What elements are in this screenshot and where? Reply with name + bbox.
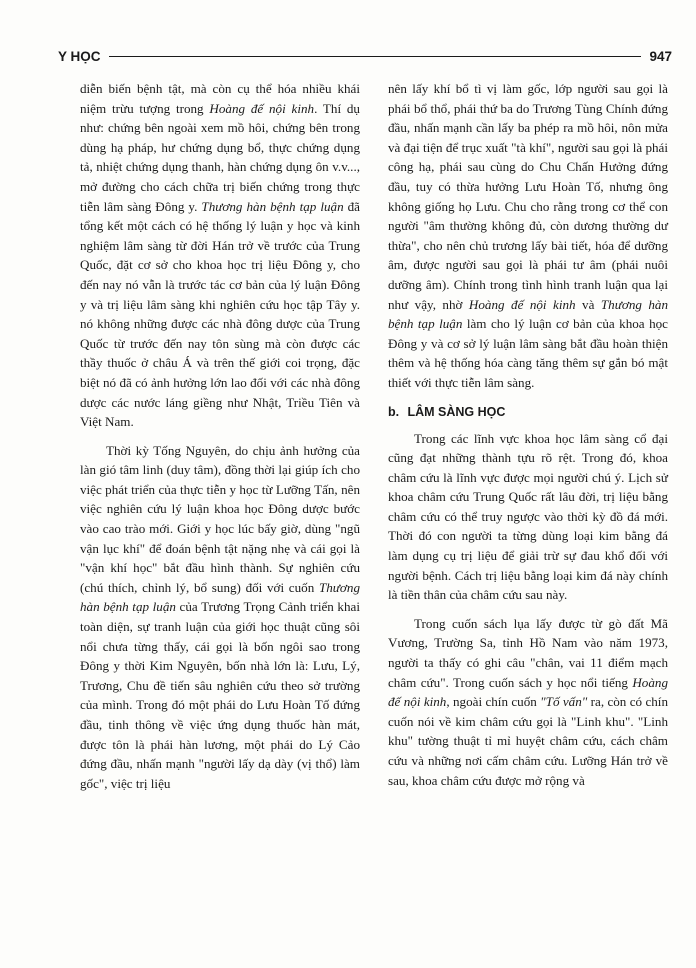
section-title: LÂM SÀNG HỌC	[407, 404, 506, 419]
left-column	[80, 79, 360, 793]
running-header	[58, 45, 672, 67]
right-column	[388, 79, 668, 790]
text-run: , ngoài chín cuốn	[446, 694, 541, 710]
text-run: đã tổng kết một cách có hệ thống lý luận y học và kinh nghiệm lâm sàng từ đời Hán trở về trước của Trung Quốc, đặt cơ sở cho khoa học trị liệu Đông y, cho đến nay nó vẫn là trước tác cơ bản của lý luận Đông y và trị liệu lâm sàng khi nghiên cứu học tập Tây y. nó không những được các nhà đông dược của Trung Quốc từ trước đến nay tôn sùng mà còn được các thầy thuốc ở châu Á và trên thế giới coi trọng, đặc biệt nó đã có ảnh hưởng lớn lao đối với các nhà đông dược các nước láng giềng như Nhật, Triều Tiên và Việt Nam.	[80, 198, 360, 430]
section-number: b.	[388, 404, 400, 419]
text-run: Trong cuốn sách lụa lấy được từ gò đất Mã Vương, Trường Sa, tỉnh Hồ Nam vào năm 1973, người ta thấy có ghi câu "chân, vai 11 điểm mạch châm cứu". Trong cuốn sách y học nổi tiếng	[388, 615, 668, 690]
text-run: làm cho lý luận cơ bản của khoa học Đông y và cơ sở lý luận lâm sàng bắt đầu hoàn thiện thêm và hệ thống hóa càng tăng thêm sự gắn bó mật thiết với thực tiễn lâm sàng.	[388, 316, 668, 390]
paragraph	[388, 429, 668, 605]
left-column-body	[80, 79, 360, 793]
text-run: Trong các lĩnh vực khoa học lâm sàng cổ đại cũng đạt những thành tựu rõ rệt. Trong đó, khoa châm cứu là lĩnh vực được mọi người chú ý. Lịch sử khoa châm cứu Trung Quốc rất lâu đời, trị liệu bằng châm cứu có thể truy ngược vào thời kỳ đồ đá mới. Thời đó con người ta từng dùng loại kim bằng đá làm dụng cụ trị liệu để giải trừ sự đau khổ đối với người bệnh. Cách trị liệu bằng loại kim đá này chính là tiền thân của châm cứu sau này.	[388, 430, 668, 603]
italic-title: Thương hàn bệnh tạp luận	[388, 296, 669, 332]
text-run: diễn biến bệnh tật, mà còn cụ thể hóa nhiều khái niệm trừu tượng trong	[80, 81, 360, 116]
paragraph	[80, 79, 360, 432]
paragraph	[388, 79, 668, 393]
paragraph	[80, 441, 360, 794]
italic-title: "Tố vấn"	[540, 694, 588, 710]
italic-title: Hoàng đế nội kinh	[209, 100, 315, 116]
text-run: . Thí dụ như: chứng bên ngoài xem mồ hôi, chứng bên trong dùng hạ pháp, hư chứng dụng bổ, thực chứng dụng tả, nhiệt chứng dụng thanh, hàn chứng dụng ôn v.v..., mở đường cho cách chữa trị biến chứng trong thực tiễn lâm sàng Đông y.	[80, 100, 360, 214]
text-run: Thời kỳ Tống Nguyên, do chịu ảnh hưởng của làn gió tâm linh (duy tâm), đồng thời lại giúp ích cho việc phát triển của thực tiễn y học từ Lưỡng Tấn, nên việc nghiên cứu lý luận khoa học Đông dược bước vào cao trào mới. Giới y học lúc bấy giờ, dùng "ngũ vận lục khí" để đoán bệnh tật nặng nhẹ và cái gọi là "vận khí học" bắt đầu hình thành. Sự nghiên cứu (chú thích, chỉnh lý, bổ sung) đối với cuốn	[80, 442, 360, 595]
italic-title: Thương hàn bệnh tạp luận	[80, 579, 360, 615]
paragraph	[388, 614, 668, 790]
text-run: ra, còn có chín cuốn nói về kim châm cứu gọi là "Linh khu". "Linh khu" tường thuật tỉ mỉ huyệt châm cứu, cách châm cứu và những nơi cấm châm cứu. Lưỡng Hán trở về sau, khoa châm cứu được mở rộng và	[388, 694, 668, 788]
text-run: của Trương Trọng Cảnh triển khai toàn diện, sự tranh luận của giới học thuật cũng sôi nổi chưa từng thấy, cái gọi là bốn ngôi sao trong Đông y thời Kim Nguyên, bốn nhà lớn là: Lưu, Lý, Trương, Chu đề tiến sâu nghiên cứu theo sở trường của mình. Trong đó một phái do Lưu Hoàn Tố đứng đầu, tinh thông về việc ứng dụng thuốc hàn mát, được tôn là phái hàn lương, một phái do Lý Cảo đứng đầu, nhấn mạnh "người lấy dạ dày (vị thổ) làm gốc", việc trị liệu	[80, 599, 360, 791]
section-heading	[388, 403, 668, 421]
header-title: Y HỌC	[58, 48, 101, 64]
italic-title: Thương hàn bệnh tạp luận	[201, 198, 344, 214]
text-run: và	[575, 296, 601, 312]
header-rule	[109, 56, 642, 57]
page-number: 947	[649, 48, 672, 64]
italic-title: Hoàng đế nội kinh	[468, 296, 576, 312]
right-column-body-top	[388, 79, 668, 393]
right-column-body-bottom	[388, 429, 668, 791]
text-run: nên lấy khí bổ tì vị làm gốc, lớp người sau gọi là phái bổ thổ, phái thứ ba do Trương Tùng Chính đứng đầu, nhấn mạnh cần lấy ba phép ra mồ hôi, nôn mửa và đại tiện để trục xuất "tà khí", người sau gọi là phái công hạ, phái sau cùng do Chu Chấn Hưởng đứng đầu, tuy có thừa hưởng Lưu Hoàn Tố, nhưng ông không giống họ Lưu. Chu cho rằng trong cơ thể con người "âm thường không đủ, còn dương thường dư thừa", cho nên chủ trương lấy bài tiết, hóa để dưỡng âm, được người sau gọi là phái tư âm (phái nuôi dưỡng âm). Chính trong tình hình tranh luận qua lại như vậy, nhờ	[388, 81, 668, 312]
italic-title: Hoàng đế nội kinh	[388, 674, 668, 710]
